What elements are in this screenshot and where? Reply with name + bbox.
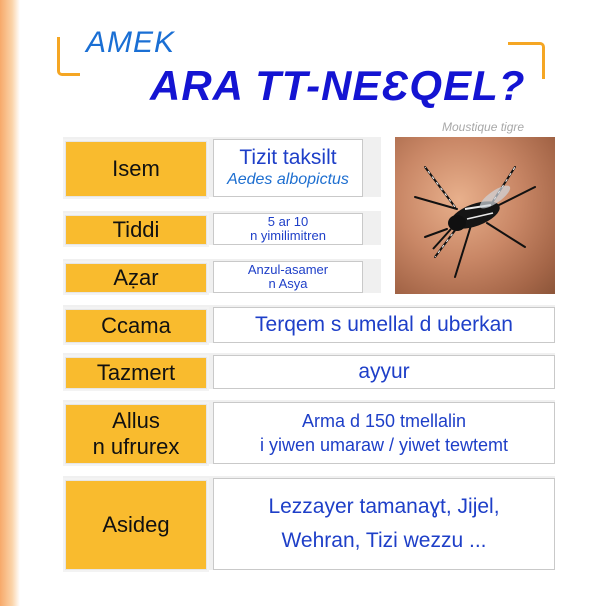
value-allus [213, 402, 555, 464]
value-tazmert-text: ayyur [358, 360, 410, 383]
label-tazmert [63, 355, 209, 391]
label-ccama [63, 307, 209, 345]
value-azar-line1: Anzul-asamer [247, 262, 329, 277]
label-asideg [63, 478, 209, 572]
photo-caption: Moustique tigre [442, 120, 525, 134]
value-allus-line1: Arma d 150 tmellalin [301, 411, 467, 431]
label-asideg-text: Asideg [102, 512, 170, 537]
label-allus-line2: n ufrurex [92, 434, 180, 459]
value-tiddi-line2: n yimilimitren [250, 228, 326, 243]
value-ccama-text: Terqem s umellal d uberkan [255, 313, 513, 336]
mosquito-icon [395, 137, 555, 294]
value-tiddi-line1: 5 ar 10 [267, 214, 309, 229]
label-azar [63, 261, 209, 295]
label-allus-line1: Allus [112, 408, 160, 433]
value-azar-line2: n Asya [268, 276, 308, 291]
label-tiddi [63, 213, 209, 247]
value-ccama [213, 307, 555, 343]
value-azar [213, 261, 363, 293]
header-kicker: AMEK [86, 26, 176, 59]
value-isem-main: Tizit taksilt [239, 146, 337, 169]
label-isem [63, 139, 209, 199]
label-ccama-text: Ccama [101, 313, 171, 338]
value-asideg-line2: Wehran, Tizi wezzu ... [281, 529, 487, 552]
left-decorative-band [0, 0, 20, 606]
label-tazmert-text: Tazmert [96, 360, 176, 385]
value-tiddi [213, 213, 363, 245]
value-asideg [213, 478, 555, 570]
value-isem-scientific: Aedes albopictus [227, 171, 349, 188]
label-isem-text: Isem [112, 156, 160, 181]
header-headline: ARA TT-NEƐQEL? [150, 62, 526, 109]
mosquito-photo [395, 137, 555, 294]
corner-bracket-left [57, 37, 80, 76]
label-allus [63, 402, 209, 466]
value-asideg-line1: Lezzayer tamanaɣt, Jijel, [268, 495, 500, 518]
value-allus-line2: i yiwen umaraw / yiwet tewtemt [259, 435, 509, 455]
label-azar-text: Aẓar [113, 265, 159, 290]
value-isem [213, 139, 363, 197]
value-tazmert [213, 355, 555, 389]
label-tiddi-text: Tiddi [112, 217, 160, 242]
